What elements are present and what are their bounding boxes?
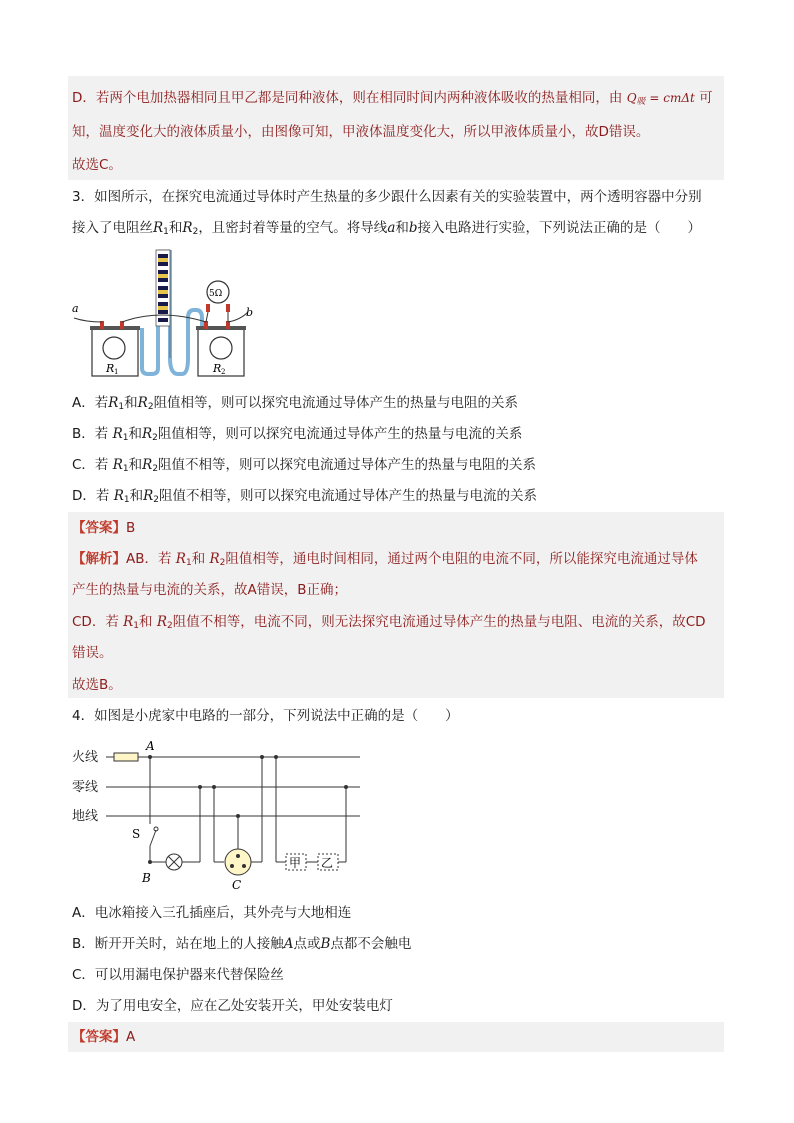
- svg-text:A: A: [146, 739, 155, 753]
- q4-answer: 【答案】A: [72, 1029, 136, 1045]
- q3-stem-line-1: 3．如图所示，在探究电流通过导体时产生热量的多少跟什么因素有关的实验装置中，两个透明容器中分别: [72, 189, 702, 205]
- q3-stem-line-2: 接入了电阻丝$R_1$和$R_2$，且密封着等量的空气。将导线a和b接入电路进行实验，下列说法正确的是（ ）: [72, 220, 702, 237]
- svg-text:R: R: [106, 362, 115, 375]
- q4-circuit-figure: [70, 734, 370, 896]
- q3-analysis-line-2: 产生的热量与电流的关系，故A错误，B正确；: [72, 582, 347, 598]
- svg-text:地线: 地线: [72, 809, 99, 824]
- svg-text:5Ω: 5Ω: [209, 289, 223, 299]
- svg-text:2: 2: [221, 368, 226, 376]
- formula-q-absorb: $Q_吸 = cm\Delta t$: [626, 91, 695, 107]
- svg-text:C: C: [232, 878, 242, 892]
- q4-option-a: A．电冰箱接入三孔插座后，其外壳与大地相连: [72, 905, 352, 921]
- q3-analysis-line-5: 故选B。: [72, 677, 122, 693]
- q3-option-a: A．若$R_1$和$R_2$阻值相等，则可以探究电流通过导体产生的热量与电阻的关系: [72, 395, 519, 412]
- q4-option-b: B．断开开关时，站在地上的人接触A点或B点都不会触电: [72, 936, 412, 952]
- q3-analysis-line-1: 【解析】AB．若 $R_1$和 $R_2$阻值相等，通电时间相同，通过两个电阻的电流不同，所以能探究电流通过导体: [72, 551, 698, 568]
- q4-answer-band: [68, 1022, 724, 1052]
- q4-stem: 4．如图是小虎家中电路的一部分，下列说法中正确的是（ ）: [72, 708, 459, 724]
- svg-text:R: R: [213, 362, 222, 375]
- svg-text:火线: 火线: [72, 750, 99, 765]
- q3-analysis-line-4: 错误。: [72, 645, 113, 661]
- q3-apparatus-figure: [70, 248, 270, 380]
- q3-option-d: D．若 $R_1$和$R_2$阻值不相等，则可以探究电流通过导体产生的热量与电流的关系: [72, 488, 538, 505]
- svg-text:1: 1: [114, 368, 119, 376]
- prev-answer-line-3: 故选C。: [72, 157, 122, 173]
- prev-answer-line-1: D．若两个电加热器相同且甲乙都是同种液体，则在相同时间内两种液体吸收的热量相同，由 $Q_吸 = cm\Delta t$ 可: [72, 90, 713, 107]
- svg-text:甲: 甲: [289, 856, 302, 870]
- svg-text:B: B: [142, 871, 151, 885]
- svg-text:a: a: [72, 302, 79, 315]
- q4-option-d: D．为了用电安全，应在乙处安装开关，甲处安装电灯: [72, 998, 393, 1014]
- prev-answer-line-2: 知，温度变化大的液体质量小，由图像可知，甲液体温度变化大，所以甲液体质量小，故D错误。: [72, 124, 650, 140]
- q3-option-b: B．若 $R_1$和$R_2$阻值相等，则可以探究电流通过导体产生的热量与电流的关系: [72, 426, 523, 443]
- svg-text:零线: 零线: [72, 780, 99, 795]
- q3-option-c: C．若 $R_1$和$R_2$阻值不相等，则可以探究电流通过导体产生的热量与电阻的关系: [72, 457, 537, 474]
- q3-analysis-line-3: CD．若 $R_1$和 $R_2$阻值不相等，电流不同，则无法探究电流通过导体产生的热量与电阻、电流的关系，故CD: [72, 614, 706, 631]
- q3-answer: 【答案】B: [72, 520, 136, 536]
- q3-answer-band: [68, 512, 724, 698]
- svg-text:乙: 乙: [321, 856, 334, 870]
- svg-text:S: S: [132, 827, 141, 841]
- q4-option-c: C．可以用漏电保护器来代替保险丝: [72, 967, 284, 983]
- svg-text:b: b: [246, 306, 254, 319]
